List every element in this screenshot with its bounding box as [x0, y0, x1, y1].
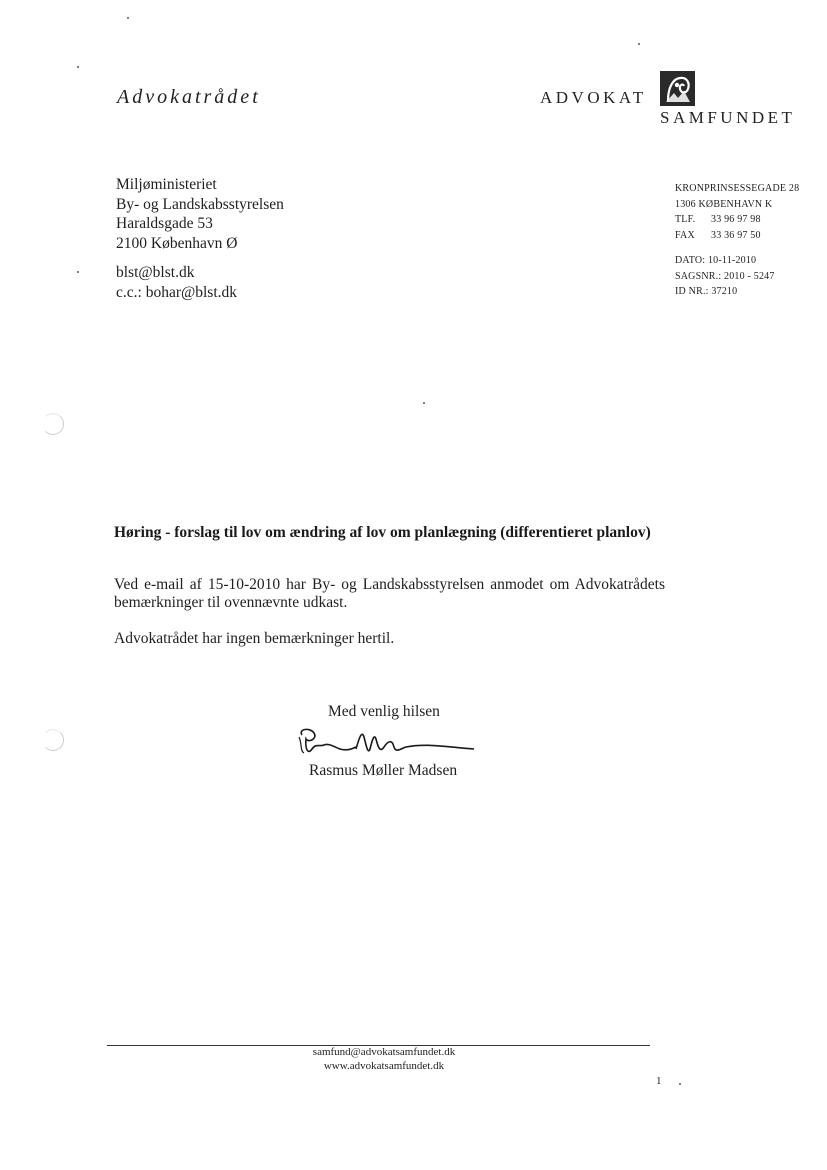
closing-greeting: Med venlig hilsen — [328, 703, 440, 720]
page-number: 1 — [656, 1075, 662, 1087]
sender-address-1: KRONPRINSESSEGADE 28 — [675, 183, 800, 194]
body-paragraph-2: Advokatrådet har ingen bemærkninger hertil. — [114, 630, 395, 647]
scan-speck — [679, 1083, 681, 1085]
handwritten-signature — [296, 725, 481, 767]
recipient-line-3: Haraldsgade 53 — [116, 215, 213, 232]
recipient-email: blst@blst.dk — [116, 264, 195, 281]
phone-label: TLF. — [675, 214, 696, 225]
footer-contact — [250, 1045, 518, 1073]
body-paragraph-1: Ved e-mail af 15-10-2010 har By- og Landskabsstyrelsen anmodet om Advokatrådets bemærkninger til ovennævnte udkast. — [114, 576, 665, 611]
case-number: SAGSNR.: 2010 - 5247 — [675, 270, 775, 282]
letter-subject: Høring - forslag til lov om ændring af lov om planlægning (differentieret planlov) — [114, 524, 651, 541]
organization-name: Advokatrådet — [117, 86, 261, 108]
fax-value: 33 36 97 50 — [711, 229, 761, 241]
sender-address-2: 1306 KØBENHAVN K — [675, 198, 773, 210]
phone-value: 33 96 97 98 — [711, 214, 761, 225]
scan-speck — [127, 17, 129, 19]
scan-speck — [77, 271, 79, 273]
letter-date: DATO: 10-11-2010 — [675, 255, 757, 266]
recipient-line-1: Miljøministeriet — [116, 176, 217, 193]
scan-speck — [638, 43, 640, 45]
recipient-line-4: 2100 København Ø — [116, 234, 238, 252]
punch-hole-upper — [42, 413, 64, 435]
sender-fax — [675, 228, 799, 244]
signer-name: Rasmus Møller Madsen — [309, 762, 458, 779]
footer-email: samfund@advokatsamfundet.dk — [312, 1046, 456, 1058]
logo-text-samfundet: SAMFUNDET — [660, 108, 796, 127]
punch-hole-lower — [42, 729, 64, 751]
sender-phone — [675, 212, 799, 228]
logo-text-advokat: ADVOKAT — [540, 88, 647, 107]
scan-speck — [77, 66, 79, 68]
id-number: ID NR.: 37210 — [675, 286, 738, 297]
recipient-line-2: By- og Landskabsstyrelsen — [116, 195, 284, 213]
recipient-cc: c.c.: bohar@blst.dk — [116, 283, 238, 301]
fax-label: FAX — [675, 229, 695, 241]
recipient-address — [116, 175, 284, 302]
sender-contact-block — [675, 181, 799, 300]
scan-speck — [423, 402, 425, 404]
footer-website: www.advokatsamfundet.dk — [323, 1060, 445, 1072]
advokatsamfundet-emblem-icon — [660, 71, 695, 106]
